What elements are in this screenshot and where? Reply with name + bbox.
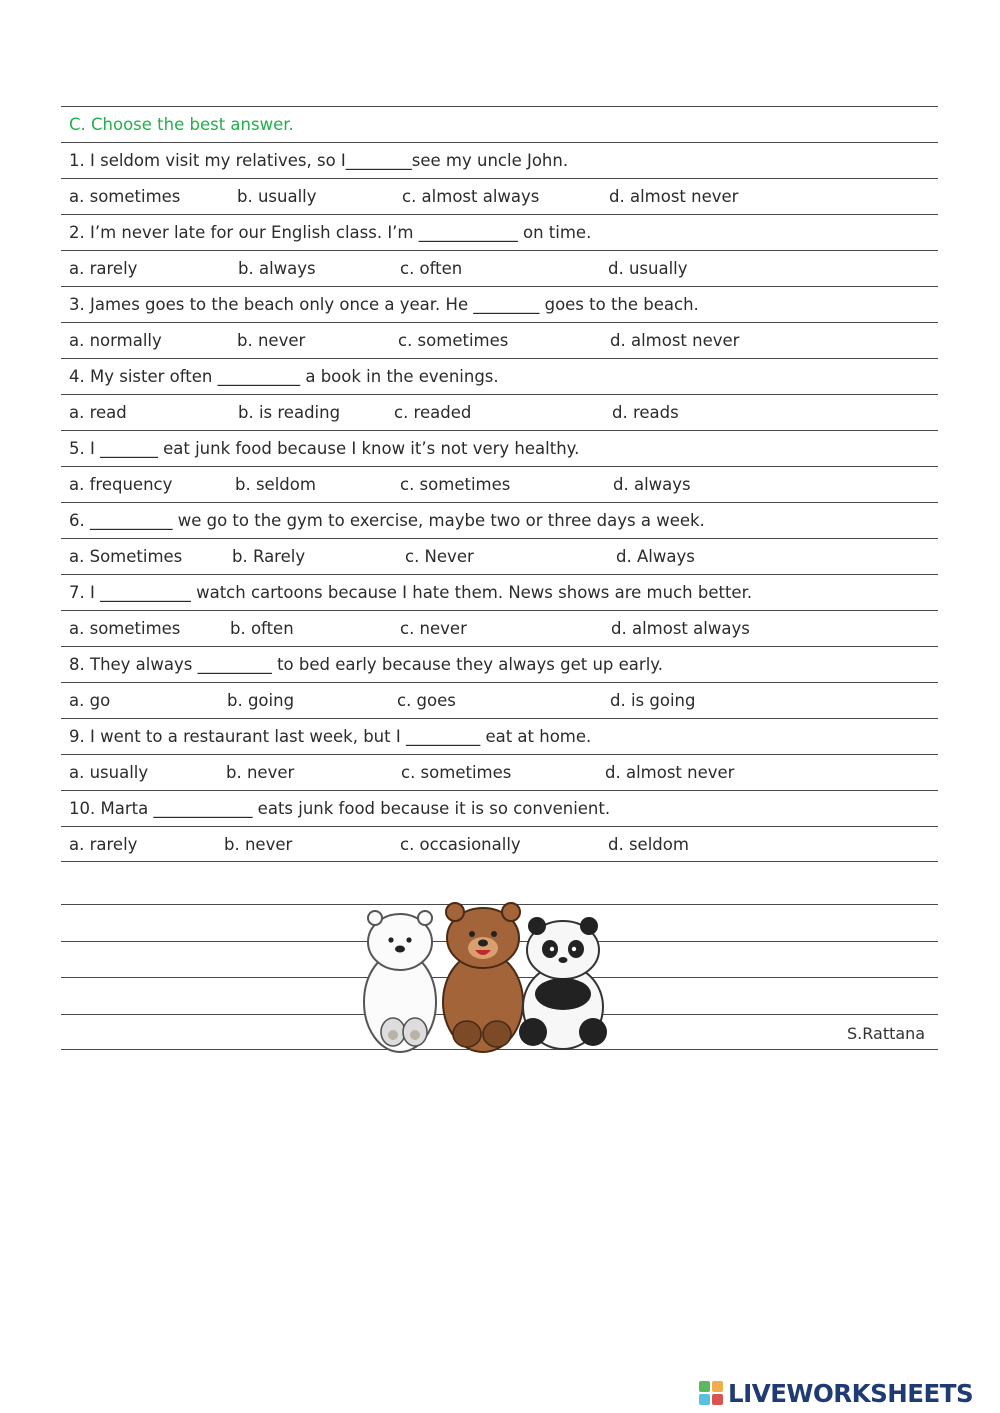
- question-row: [61, 430, 938, 466]
- options-row: [61, 826, 938, 862]
- options-row: [61, 682, 938, 718]
- option-c[interactable]: c. sometimes: [401, 763, 512, 782]
- question-text: 1. I seldom visit my relatives, so I________see my uncle John.: [69, 151, 569, 170]
- option-a[interactable]: a. go: [69, 691, 111, 710]
- panda-bear-icon: [519, 917, 607, 1049]
- question-row: [61, 142, 938, 178]
- options-row: [61, 538, 938, 574]
- section-heading: C. Choose the best answer.: [69, 115, 294, 134]
- bears-illustration: [355, 902, 620, 1054]
- author-signature: S.Rattana: [847, 1024, 926, 1043]
- question-text: 8. They always _________ to bed early because they always get up early.: [69, 655, 663, 674]
- question-row: [61, 358, 938, 394]
- options-row: [61, 610, 938, 646]
- question-row: [61, 646, 938, 682]
- options-row: [61, 250, 938, 286]
- options-row: [61, 466, 938, 502]
- option-a[interactable]: a. frequency: [69, 475, 173, 494]
- grizzly-bear-icon: [443, 903, 523, 1052]
- question-text: 9. I went to a restaurant last week, but I _________ eat at home.: [69, 727, 592, 746]
- option-b[interactable]: b. never: [226, 763, 295, 782]
- option-b[interactable]: b. seldom: [235, 475, 316, 494]
- option-d[interactable]: d. almost always: [611, 619, 750, 638]
- options-row: [61, 754, 938, 790]
- option-a[interactable]: a. sometimes: [69, 187, 181, 206]
- question-row: [61, 502, 938, 538]
- option-a[interactable]: a. usually: [69, 763, 149, 782]
- question-row: [61, 574, 938, 610]
- option-d[interactable]: d. Always: [616, 547, 695, 566]
- option-b[interactable]: b. always: [238, 259, 316, 278]
- options-row: [61, 178, 938, 214]
- option-a[interactable]: a. read: [69, 403, 127, 422]
- option-b[interactable]: b. never: [237, 331, 306, 350]
- option-d[interactable]: d. reads: [612, 403, 679, 422]
- option-d[interactable]: d. almost never: [610, 331, 740, 350]
- option-c[interactable]: c. sometimes: [398, 331, 509, 350]
- question-text: 5. I _______ eat junk food because I know it’s not very healthy.: [69, 439, 580, 458]
- option-b[interactable]: b. Rarely: [232, 547, 306, 566]
- option-a[interactable]: a. rarely: [69, 835, 138, 854]
- question-row: [61, 790, 938, 826]
- option-c[interactable]: c. sometimes: [400, 475, 511, 494]
- section-heading-row: [61, 106, 938, 142]
- option-a[interactable]: a. normally: [69, 331, 162, 350]
- option-c[interactable]: c. goes: [397, 691, 456, 710]
- question-row: [61, 286, 938, 322]
- option-a[interactable]: a. rarely: [69, 259, 138, 278]
- option-d[interactable]: d. almost never: [609, 187, 739, 206]
- option-a[interactable]: a. sometimes: [69, 619, 181, 638]
- option-b[interactable]: b. never: [224, 835, 293, 854]
- brand-logo[interactable]: [698, 1377, 973, 1409]
- option-c[interactable]: c. Never: [405, 547, 474, 566]
- question-text: 10. Marta ____________ eats junk food because it is so convenient.: [69, 799, 611, 818]
- brand-name: LIVEWORKSHEETS: [728, 1378, 974, 1408]
- option-b[interactable]: b. usually: [237, 187, 317, 206]
- option-c[interactable]: c. occasionally: [400, 835, 521, 854]
- option-d[interactable]: d. seldom: [608, 835, 689, 854]
- option-c[interactable]: c. often: [400, 259, 463, 278]
- options-row: [61, 322, 938, 358]
- question-row: [61, 214, 938, 250]
- worksheet: [61, 106, 938, 862]
- option-b[interactable]: b. often: [230, 619, 294, 638]
- option-d[interactable]: d. always: [613, 475, 691, 494]
- option-d[interactable]: d. almost never: [605, 763, 735, 782]
- ice-bear-icon: [364, 911, 436, 1052]
- option-c[interactable]: c. never: [400, 619, 467, 638]
- options-row: [61, 394, 938, 430]
- option-c[interactable]: c. readed: [394, 403, 472, 422]
- liveworksheets-logo-icon: [698, 1380, 724, 1406]
- question-row: [61, 718, 938, 754]
- option-d[interactable]: d. usually: [608, 259, 688, 278]
- option-a[interactable]: a. Sometimes: [69, 547, 183, 566]
- question-text: 4. My sister often __________ a book in the evenings.: [69, 367, 499, 386]
- question-text: 7. I ___________ watch cartoons because I hate them. News shows are much better.: [69, 583, 753, 602]
- option-b[interactable]: b. going: [227, 691, 295, 710]
- question-text: 2. I’m never late for our English class. I’m ____________ on time.: [69, 223, 592, 242]
- option-d[interactable]: d. is going: [610, 691, 696, 710]
- option-c[interactable]: c. almost always: [402, 187, 540, 206]
- question-text: 6. __________ we go to the gym to exercise, maybe two or three days a week.: [69, 511, 705, 530]
- option-b[interactable]: b. is reading: [238, 403, 341, 422]
- question-text: 3. James goes to the beach only once a year. He ________ goes to the beach.: [69, 295, 699, 314]
